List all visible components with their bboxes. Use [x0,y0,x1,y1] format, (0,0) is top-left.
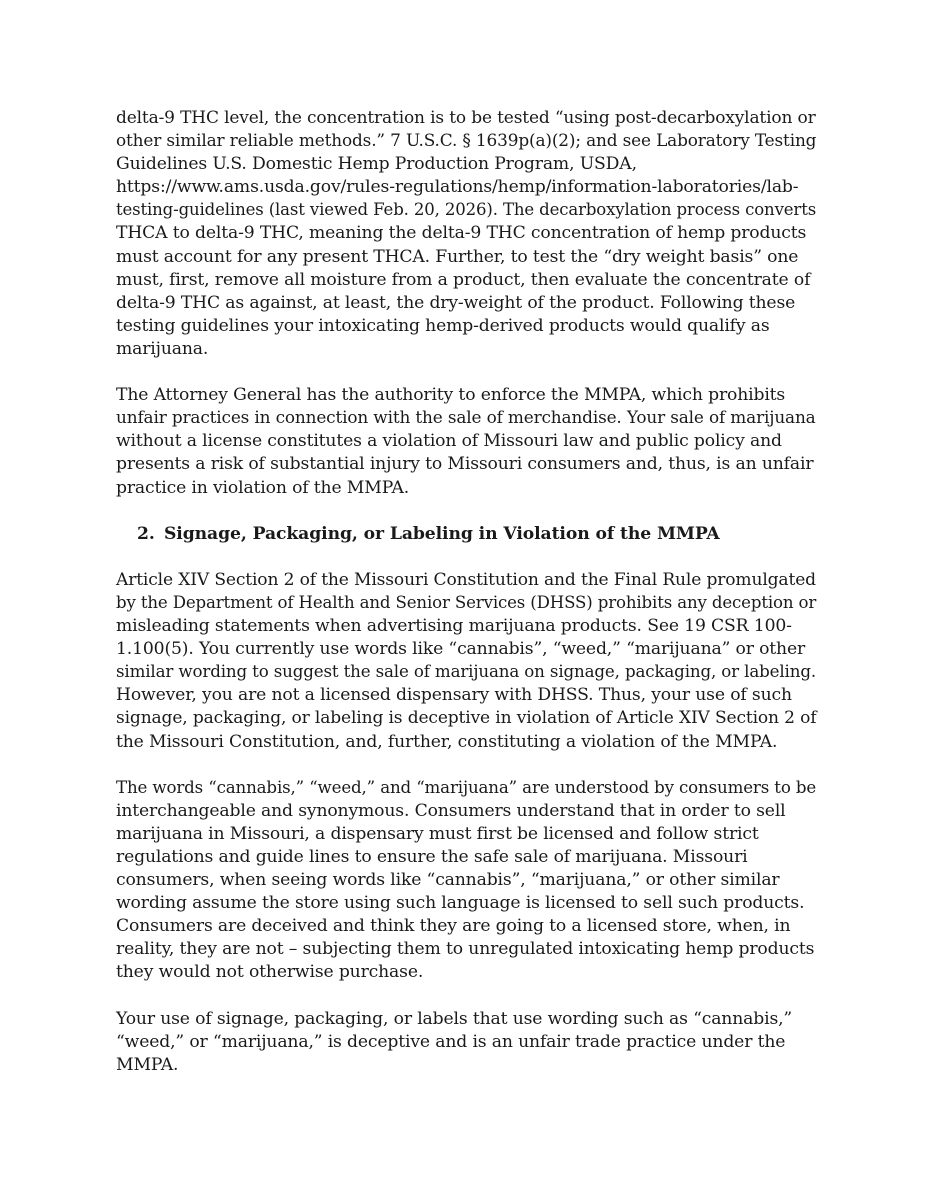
paragraph-attorney-general [116,384,816,499]
text-line: by the Department of Health and Senior Services (DHSS) prohibits any deception or [116,592,817,613]
text-line: delta-9 THC level, the concentration is to be tested “using post-decarboxylation or [116,108,816,128]
text-line: wording assume the store using such language is licensed to sell such products. [116,893,805,914]
paragraph-decarboxylation [116,107,816,361]
text-line: unfair practices in connection with the sale of merchandise. Your sale of marijuana [116,408,816,429]
text-line: similar wording to suggest the sale of marijuana on signage, packaging, or labeling. [116,662,816,683]
text-line: other similar reliable methods.” 7 U.S.C. § 1639p(a)(2); and see Laboratory Testing [116,131,817,152]
text-line: practice in violation of the MMPA. [116,477,410,498]
text-line: must account for any present THCA. Further, to test the “dry weight basis” one [116,246,799,267]
text-line: consumers, when seeing words like “cannabis”, “marijuana,” or other similar [116,870,780,891]
paragraph-spacer [116,500,816,523]
paragraph-spacer [116,985,816,1008]
text-line: The words “cannabis,” “weed,” and “marijuana” are understood by consumers to be [116,777,817,798]
paragraph-conclusion [116,1008,816,1077]
paragraph-spacer [116,546,816,569]
text-line: interchangeable and synonymous. Consumers understand that in order to sell [116,800,786,821]
text-line: marijuana. [116,338,209,359]
text-line: without a license constitutes a violation of Missouri law and public policy and [116,431,782,452]
text-line: they would not otherwise purchase. [116,962,424,983]
text-line: delta-9 THC as against, at least, the dry-weight of the product. Following these [116,292,796,313]
text-line: However, you are not a licensed dispensary with DHSS. Thus, your use of such [116,685,792,706]
text-line: misleading statements when advertising marijuana products. See 19 CSR 100- [116,616,792,637]
text-line: Article XIV Section 2 of the Missouri Constitution and the Final Rule promulgated [116,569,816,590]
text-line: Guidelines U.S. Domestic Hemp Production Program, USDA, [116,154,637,175]
text-line: marijuana in Missouri, a dispensary must first be licensed and follow strict [116,823,759,844]
text-line: presents a risk of substantial injury to Missouri consumers and, thus, is an unfair [116,454,814,475]
paragraph-consumer-understanding [116,777,816,985]
text-line: 1.100(5). You currently use words like “cannabis”, “weed,” “marijuana” or other [116,639,806,660]
section-heading [116,523,816,546]
section-number: 2. [137,523,155,544]
text-line: Consumers are deceived and think they are going to a licensed store, when, in [116,916,791,937]
paragraph-spacer [116,361,816,384]
text-line: MMPA. [116,1054,179,1075]
text-line: reality, they are not – subjecting them to unregulated intoxicating hemp products [116,939,815,960]
text-line: must, first, remove all moisture from a product, then evaluate the concentrate of [116,269,811,290]
text-line: Your use of signage, packaging, or labels that use wording such as “cannabis,” [116,1008,793,1029]
text-line: the Missouri Constitution, and, further, constituting a violation of the MMPA. [116,731,778,752]
text-line: signage, packaging, or labeling is deceptive in violation of Article XIV Section 2 of [116,708,817,729]
paragraph-article-xiv [116,569,816,754]
document-body [116,107,816,1077]
text-line: THCA to delta-9 THC, meaning the delta-9 THC concentration of hemp products [116,223,807,244]
text-line: https://www.ams.usda.gov/rules-regulations/hemp/information-laboratories/lab- [116,177,799,198]
text-line: The Attorney General has the authority to enforce the MMPA, which prohibits [116,385,786,406]
text-line: “weed,” or “marijuana,” is deceptive and is an unfair trade practice under the [116,1031,786,1052]
paragraph-spacer [116,754,816,777]
text-line: testing guidelines your intoxicating hemp-derived products would qualify as [116,315,770,336]
text-line: testing-guidelines (last viewed Feb. 20, 2026). The decarboxylation process converts [116,200,817,221]
section-title: Signage, Packaging, or Labeling in Violation of the MMPA [164,523,720,544]
text-line: regulations and guide lines to ensure the safe sale of marijuana. Missouri [116,847,748,867]
